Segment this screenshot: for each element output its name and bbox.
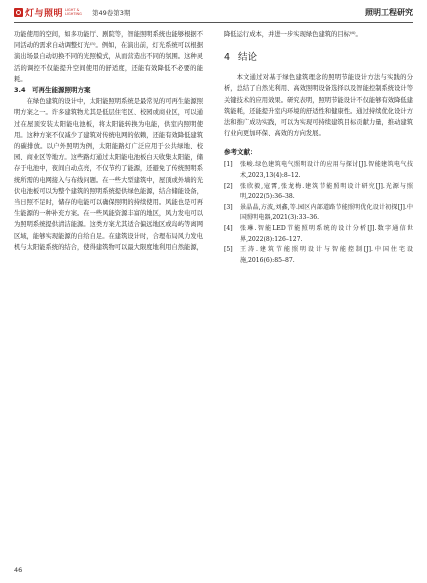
reference-item: [1] 张峻.绿色建筑电气照明设计的应用与探讨[J].智能建筑电气技术,2023,13(4):8–12.	[224, 161, 413, 180]
brand	[14, 6, 130, 19]
paragraph-continued: 功能使用的空间，如多功能厅、剧院等，智能照明系统也能够根据不同活动的需求自动调整灯光⁽⁵⁾。例如，在演出前，灯光系统可以根据演出场景自动切换不同的光照模式，从而营造出不同的氛围。这种灵活的调控不仅能提升空间使用的舒适度，还能有效降低不必要的能耗。	[14, 31, 203, 83]
conclusion-heading	[224, 52, 413, 64]
conclusion-number: 4	[224, 52, 231, 64]
reference-item: [5] 王涛.建筑节能照明设计与智能控制[J].中国住宅设施,2016(6):85–87.	[224, 246, 413, 264]
paragraph-continued-right: 降低运行成本，并进一步实现绿色建筑的目标⁽⁶⁾。	[224, 31, 362, 38]
journal-logo	[14, 6, 85, 19]
reference-item: [2] 张欣毅,寇霄,张龙梅.建筑节能照明设计研究[J].光源与照明,2022(5):36–38.	[224, 182, 413, 201]
page-number: 46	[14, 566, 23, 574]
left-column	[14, 29, 203, 253]
logo-text: 灯与照明	[25, 8, 64, 19]
section-title: 照明工程研究	[365, 7, 413, 17]
subsection-heading: 3.4 可再生能源照明方案	[14, 86, 91, 95]
logo-mark-icon	[14, 8, 23, 17]
conclusion-paragraph: 本文通过对基于绿色建筑理念的照明节能设计方法与实践的分析，总结了自然光利用、高效照明设备选择以及智能控制系统设计等关键技术的应用效果。研究表明，照明节能设计不仅能够有效降低建筑能耗，还能提升室内环境的舒适性和健康性。通过持续优化设计方法和推广成功实践，可以为实现可持续建筑目标贡献力量，推动建筑行业向更加环保、高效的方向发展。	[224, 74, 413, 138]
references-heading: 参考文献：	[224, 148, 257, 157]
references-list	[224, 160, 413, 266]
issue-label: 第49卷第3期	[92, 8, 131, 17]
paragraph-renewable: 在绿色建筑的设计中，太阳能照明系统是最常见的可再生能源照明方案之一。许多建筑物尤其是低层住宅区、校园或商业区，可以通过在屋顶安装太阳能电池板，将太阳能转换为电能，供室内照明使用。这种方案不仅减少了建筑对传统电网的依赖，还能有效降低建筑的碳排放。以户外照明为例，太阳能路灯广泛应用于公共绿地、校园、商业区等地方。这些路灯通过太阳能电池板白天收集太阳能，储存于电池中，夜间自动点亮，不仅节约了能源，还避免了传统照明系统所需的电网接入与布线问题。在一些大型建筑中，屋顶或外墙的光伏电池板可以为整个建筑的照明系统提供绿色能源，结合储能设备，当日照不足时，储存的电能可以确保照明的持续使用。风能也是可再生能源的一种补充方案。在一些风能资源丰富的地区，风力发电可以为照明系统提供清洁能源。这类方案尤其适合偏远地区或岛屿等离网区域，能够实现能源的自给自足。在建筑设计时，合理布局风力发电机与太阳能系统的结合，使得建筑物可以最大限度地利用自然能源，	[14, 98, 203, 251]
header-rule	[14, 22, 413, 23]
conclusion-title: 结论	[238, 52, 258, 64]
page-header	[14, 5, 413, 19]
reference-item: [4] 张琳.智能LED节能照明系统的设计分析[J].数字通信世界,2022(8):126–127.	[224, 224, 413, 243]
reference-item: [3] 景晶晶,方波,刘鑫,等.园区内部道路节能照明优化设计初探[J].中国照明电器,2021(3):33–36.	[224, 203, 413, 222]
logo-subtext: LIGHT & LIGHTING	[65, 8, 82, 16]
right-column	[224, 29, 413, 266]
